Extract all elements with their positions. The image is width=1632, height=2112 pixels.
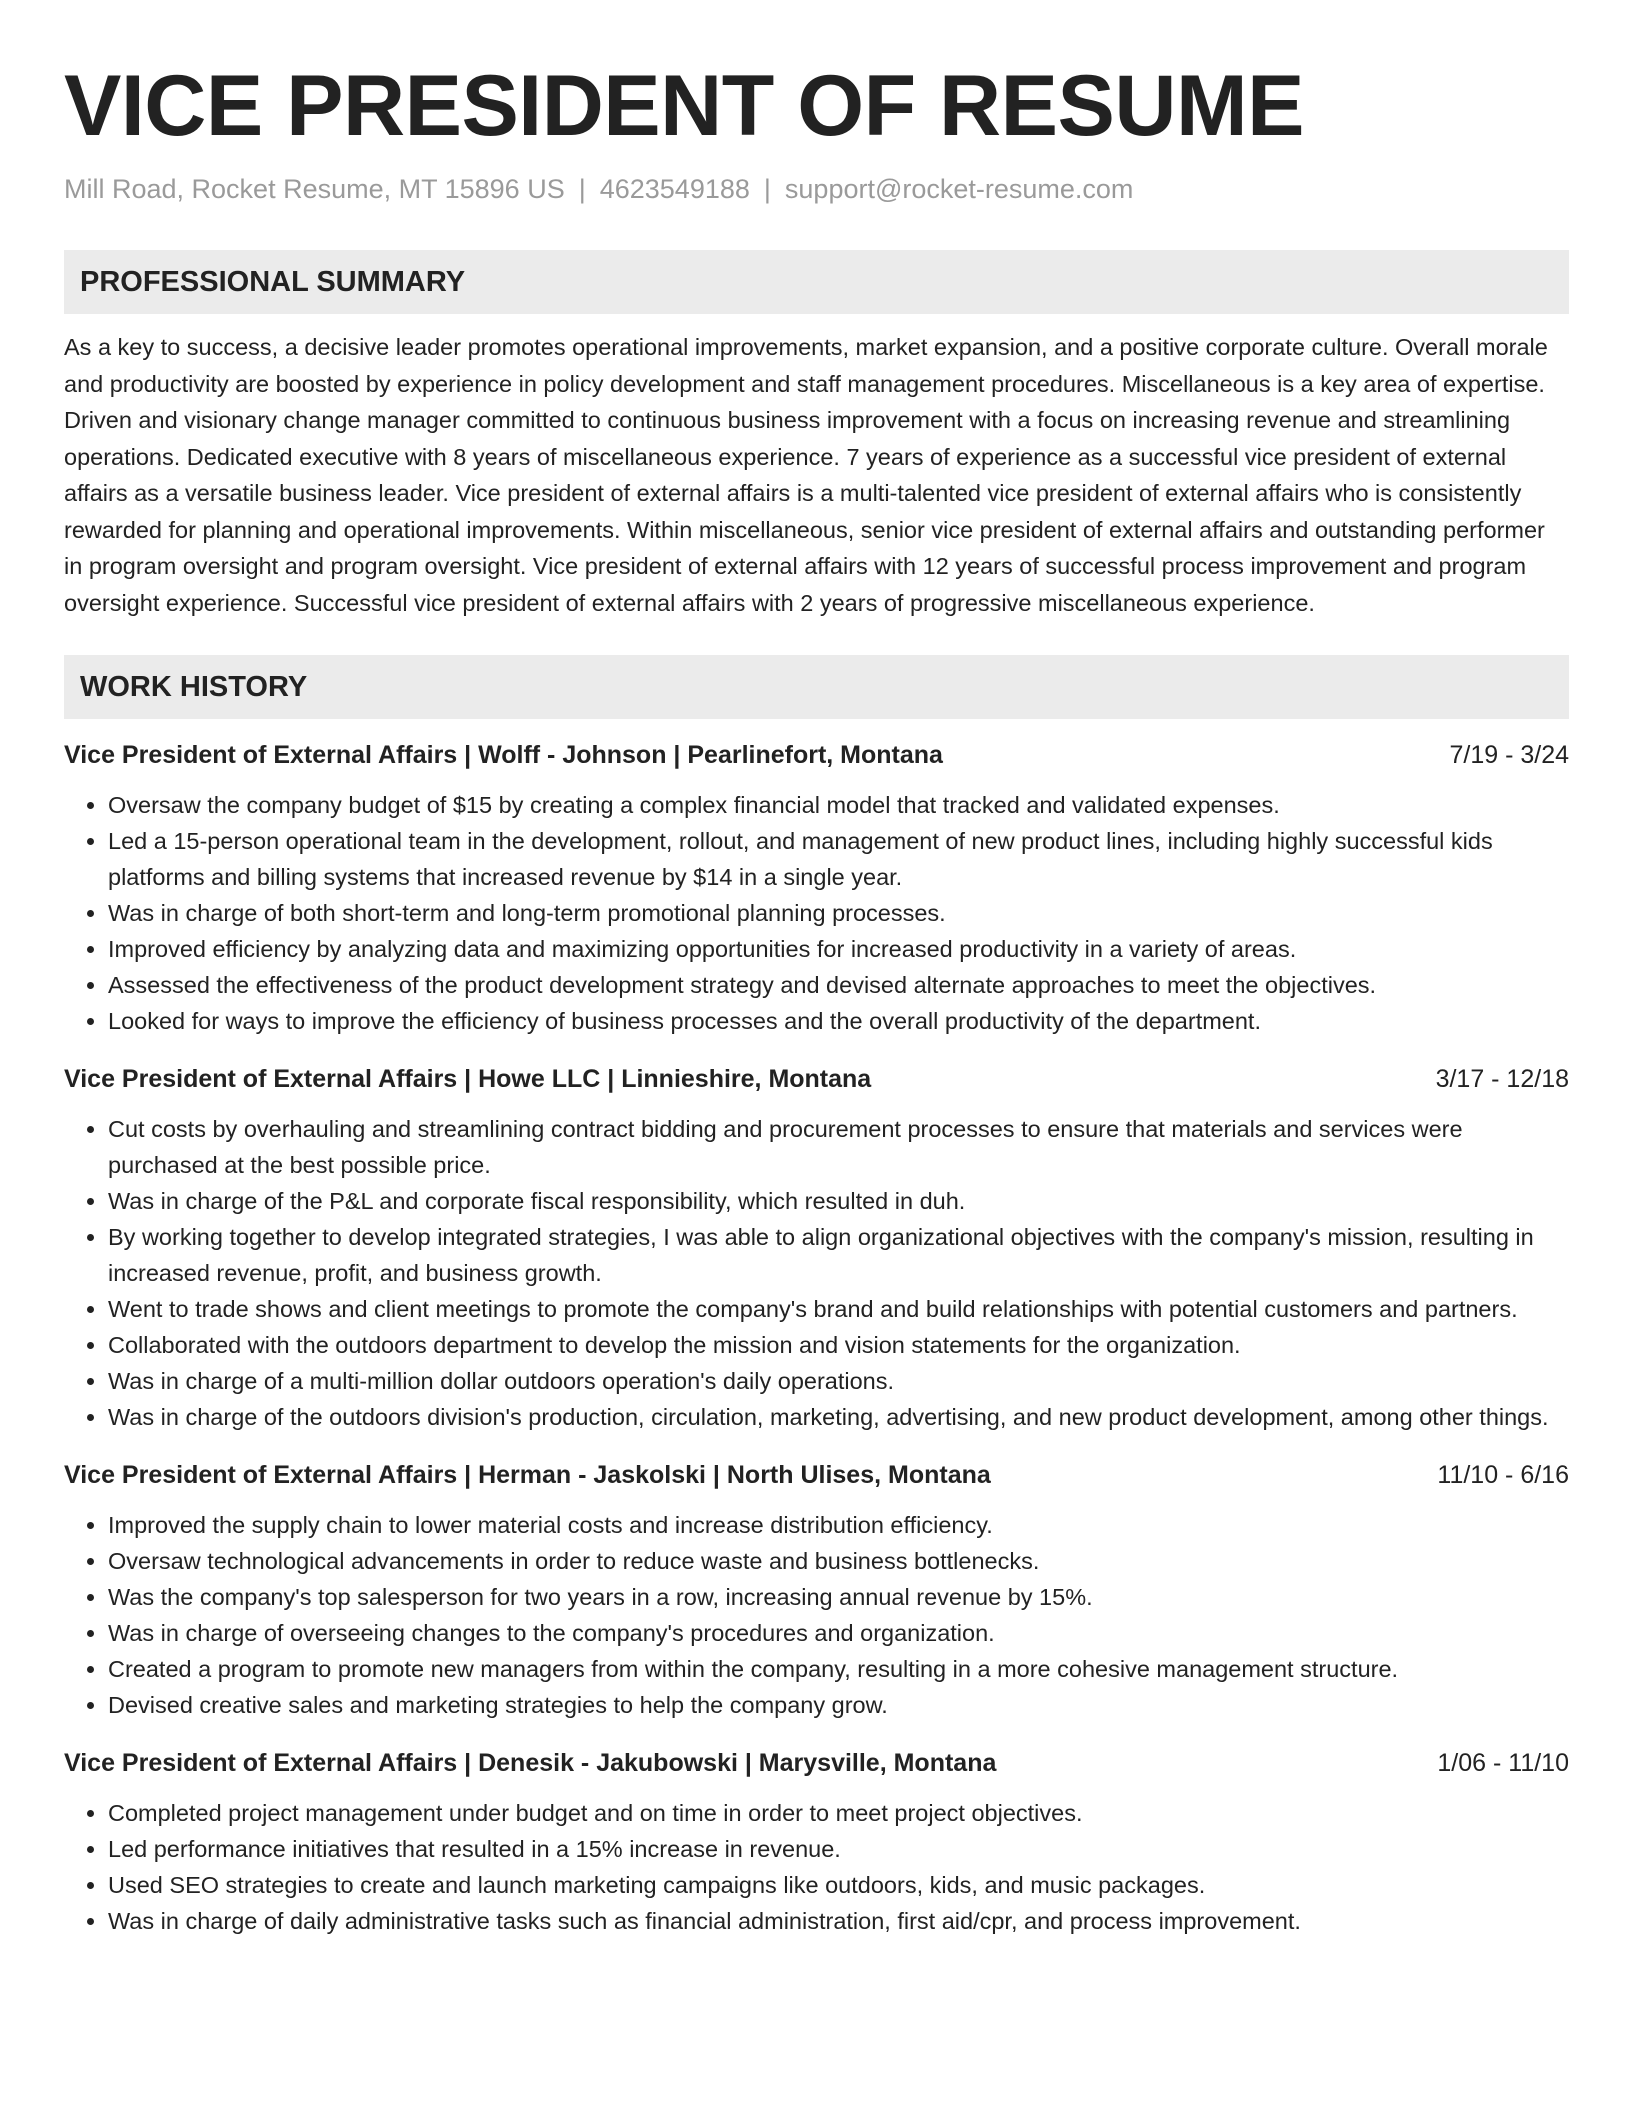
job-bullet: • Looked for ways to improve the efficiency of business processes and the overall productivity of the department. bbox=[108, 1003, 1569, 1039]
job-bullet-list bbox=[64, 1111, 1569, 1435]
contact-address: Mill Road, Rocket Resume, MT 15896 US bbox=[64, 174, 565, 204]
job-bullet: • Was in charge of daily administrative tasks such as financial administration, first aid/cpr, and process improvement. bbox=[108, 1903, 1569, 1939]
work-history-list bbox=[64, 737, 1569, 1939]
job-bullet: • Assessed the effectiveness of the product development strategy and devised alternate approaches to meet the objectives. bbox=[108, 967, 1569, 1003]
job-title: Vice President of External Affairs | Denesik - Jakubowski | Marysville, Montana bbox=[64, 1749, 997, 1777]
contact-phone: 4623549188 bbox=[599, 174, 750, 204]
job-bullet: • Oversaw the company budget of $15 by creating a complex financial model that tracked and validated expenses. bbox=[108, 787, 1569, 823]
job-bullet: • Led a 15-person operational team in the development, rollout, and management of new product lines, including highly successful kids platforms and billing systems that increased revenue by $14 in a single year. bbox=[108, 823, 1569, 895]
job-bullet: • Created a program to promote new managers from within the company, resulting in a more cohesive management structure. bbox=[108, 1651, 1569, 1687]
job-entry bbox=[64, 1745, 1569, 1939]
job-bullet: • Completed project management under budget and on time in order to meet project objectives. bbox=[108, 1795, 1569, 1831]
job-bullet-list bbox=[64, 787, 1569, 1039]
job-entry bbox=[64, 1061, 1569, 1435]
job-bullet: • Went to trade shows and client meetings to promote the company's brand and build relationships with potential customers and partners. bbox=[108, 1291, 1569, 1327]
work-history-heading: WORK HISTORY bbox=[64, 655, 1569, 719]
job-dates: 3/17 - 12/18 bbox=[1435, 1065, 1569, 1093]
job-dates: 11/10 - 6/16 bbox=[1437, 1461, 1569, 1489]
contact-line bbox=[64, 172, 1569, 206]
job-bullet: • Improved the supply chain to lower material costs and increase distribution efficiency. bbox=[108, 1507, 1569, 1543]
job-bullet: • Cut costs by overhauling and streamlining contract bidding and procurement processes to ensure that materials and services were purchased at the best possible price. bbox=[108, 1111, 1569, 1183]
job-bullet: • Was the company's top salesperson for two years in a row, increasing annual revenue by 15%. bbox=[108, 1579, 1569, 1615]
summary-heading: PROFESSIONAL SUMMARY bbox=[64, 250, 1569, 314]
job-header bbox=[64, 1061, 1569, 1097]
job-dates: 7/19 - 3/24 bbox=[1449, 741, 1569, 769]
job-bullet: • Led performance initiatives that resulted in a 15% increase in revenue. bbox=[108, 1831, 1569, 1867]
resume-name: VICE PRESIDENT OF RESUME bbox=[64, 58, 1304, 154]
job-bullet-list bbox=[64, 1507, 1569, 1723]
job-title: Vice President of External Affairs | Herman - Jaskolski | North Ulises, Montana bbox=[64, 1461, 991, 1489]
job-bullet: • Devised creative sales and marketing strategies to help the company grow. bbox=[108, 1687, 1569, 1723]
contact-separator: | bbox=[763, 174, 771, 204]
job-bullet: • Improved efficiency by analyzing data and maximizing opportunities for increased productivity in a variety of areas. bbox=[108, 931, 1569, 967]
job-title: Vice President of External Affairs | Howe LLC | Linnieshire, Montana bbox=[64, 1065, 872, 1093]
job-bullet: • Was in charge of the P&L and corporate fiscal responsibility, which resulted in duh. bbox=[108, 1183, 1569, 1219]
job-bullet: • Collaborated with the outdoors department to develop the mission and vision statements for the organization. bbox=[108, 1327, 1569, 1363]
job-header bbox=[64, 1745, 1569, 1781]
contact-separator: | bbox=[578, 174, 586, 204]
job-bullet: • Was in charge of overseeing changes to the company's procedures and organization. bbox=[108, 1615, 1569, 1651]
job-entry bbox=[64, 737, 1569, 1039]
job-dates: 1/06 - 11/10 bbox=[1437, 1749, 1569, 1777]
job-bullet: • By working together to develop integrated strategies, I was able to align organizational objectives with the company's mission, resulting in increased revenue, profit, and business growth. bbox=[108, 1219, 1569, 1291]
job-header bbox=[64, 737, 1569, 773]
job-title: Vice President of External Affairs | Wolff - Johnson | Pearlinefort, Montana bbox=[64, 741, 943, 769]
job-bullet: • Was in charge of both short-term and long-term promotional planning processes. bbox=[108, 895, 1569, 931]
job-header bbox=[64, 1457, 1569, 1493]
contact-email: support@rocket-resume.com bbox=[784, 174, 1134, 204]
job-bullet-list bbox=[64, 1795, 1569, 1939]
job-bullet: • Used SEO strategies to create and launch marketing campaigns like outdoors, kids, and music packages. bbox=[108, 1867, 1569, 1903]
resume-page bbox=[64, 0, 1569, 1939]
job-bullet: • Was in charge of a multi-million dollar outdoors operation's daily operations. bbox=[108, 1363, 1569, 1399]
summary-text: As a key to success, a decisive leader promotes operational improvements, market expansion, and a positive corporate culture. Overall morale and productivity are boosted by experience in policy development and staff management procedures. Miscellaneous is a key area of expertise. Driven and visionary change manager committed to continuous business improvement with a focus on increasing revenue and streamlining operations. Dedicated executive with 8 years of miscellaneous experience. 7 years of experience as a successful vice president of external affairs as a versatile business leader. Vice president of external affairs is a multi-talented vice president of external affairs who is consistently rewarded for planning and operational improvements. Within miscellaneous, senior vice president of external affairs and outstanding performer in program oversight and program oversight. Vice president of external affairs with 12 years of successful process improvement and program oversight experience. Successful vice president of external affairs with 2 years of progressive miscellaneous experience. bbox=[64, 334, 1548, 616]
job-entry bbox=[64, 1457, 1569, 1723]
job-bullet: • Oversaw technological advancements in order to reduce waste and business bottlenecks. bbox=[108, 1543, 1569, 1579]
job-bullet: • Was in charge of the outdoors division's production, circulation, marketing, advertising, and new product development, among other things. bbox=[108, 1399, 1569, 1435]
